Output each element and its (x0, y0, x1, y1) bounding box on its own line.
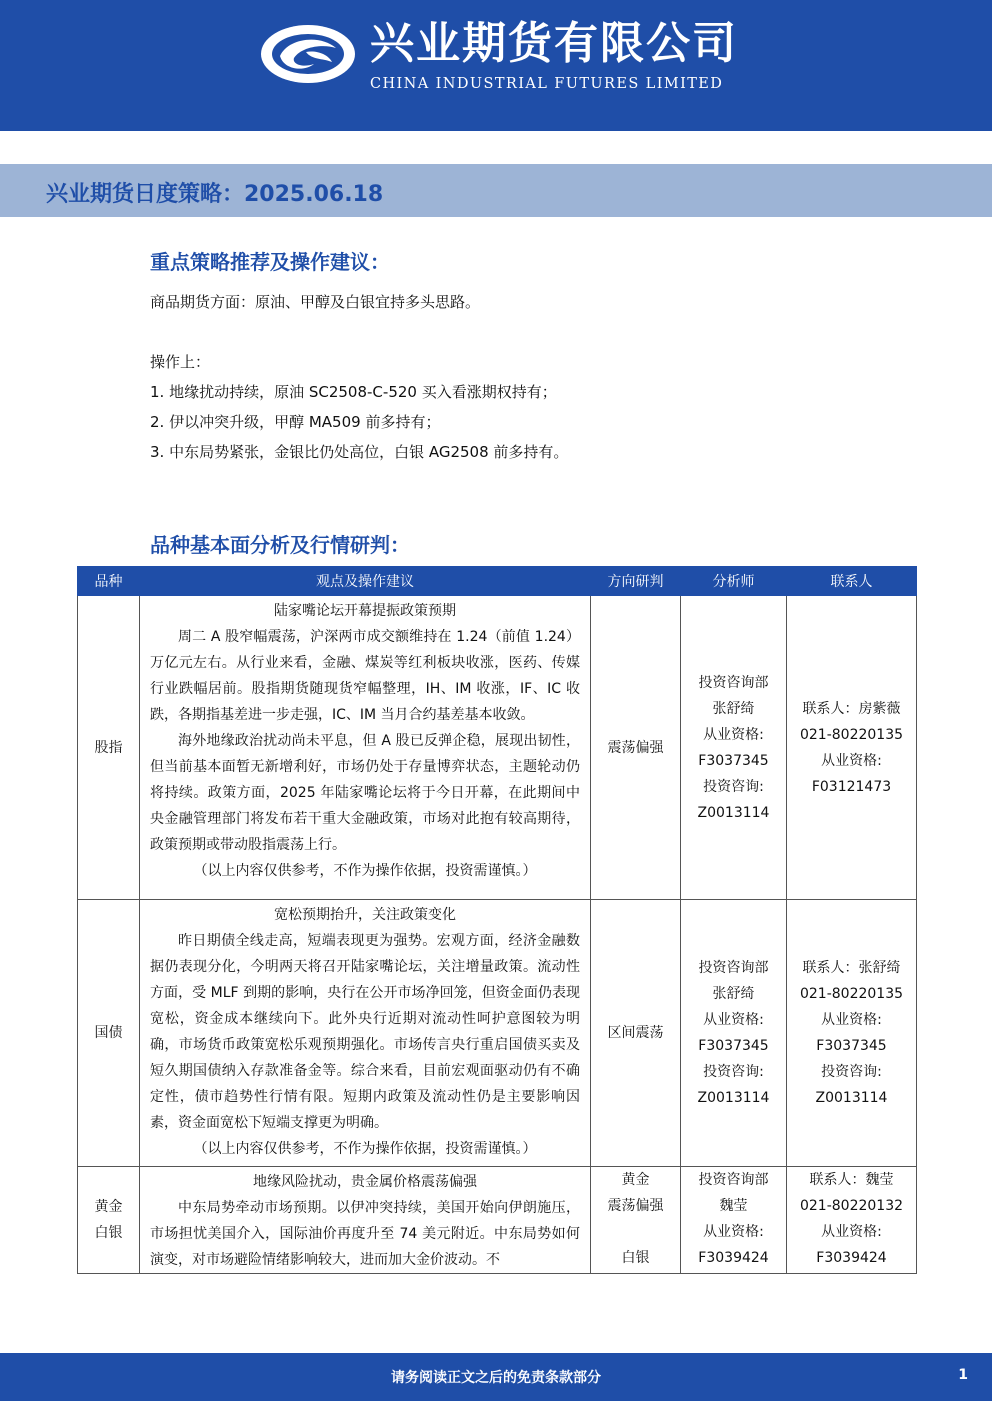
strategy-summary: 商品期货方面：原油、甲醇及白银宜持多头思路。 (150, 293, 481, 311)
contact-line: 联系人：魏莹 (809, 1172, 894, 1188)
view-paragraph: 中东局势牵动市场预期。以伊冲突持续，美国开始向伊朗施压，市场担忧美国介入，国际油价再度升至 74 美元附近。中东局势如何演变，对市场避险情绪影响较大，进而加大金价波动。不 (150, 1200, 580, 1268)
footer-disclaimer: 请务阅读正文之后的免责条款部分 (391, 1370, 601, 1386)
view-cell (140, 596, 591, 900)
analyst-line: 从业资格: (703, 1012, 764, 1028)
section-heading-strategy: 重点策略推荐及操作建议： (150, 250, 390, 274)
direction-cell (591, 596, 681, 900)
variety-line: 白银 (94, 1225, 123, 1241)
contact-line: 投资咨询: (821, 1064, 882, 1080)
analyst-line: 魏莹 (719, 1198, 748, 1214)
table-row (78, 596, 917, 900)
footer-bar (0, 1353, 992, 1401)
disclaimer-note: （以上内容仅供参考，不作为操作依据，投资需谨慎。） (193, 863, 537, 879)
analysis-table (77, 566, 917, 1274)
direction-cell (591, 1167, 681, 1274)
contact-line: F03121473 (811, 779, 892, 795)
variety-line: 黄金 (94, 1199, 123, 1215)
company-logo-icon (258, 22, 358, 86)
analyst-line: 从业资格: (703, 726, 764, 743)
table-row (78, 1167, 917, 1274)
ops-item: 3. 中东局势紧张，金银比仍处高位，白银 AG2508 前多持有。 (150, 443, 569, 461)
contact-line: F3039424 (816, 1250, 887, 1266)
column-header: 方向研判 (591, 567, 681, 596)
contact-line: 联系人：房紫薇 (802, 701, 901, 717)
column-header: 分析师 (681, 567, 787, 596)
analyst-line: F3039424 (698, 1250, 769, 1266)
direction-line: 震荡偏强 (607, 1198, 664, 1214)
column-header: 观点及操作建议 (140, 567, 591, 596)
report-title-band (0, 164, 992, 217)
company-name-en: CHINA INDUSTRIAL FUTURES LIMITED (370, 76, 724, 92)
direction-line: 白银 (621, 1250, 650, 1266)
view-cell (140, 900, 591, 1167)
direction-line: 震荡偏强 (607, 739, 664, 756)
disclaimer-note: （以上内容仅供参考，不作为操作依据，投资需谨慎。） (193, 1141, 537, 1157)
analyst-line: F3037345 (698, 1038, 769, 1054)
view-title: 陆家嘴论坛开幕提振政策预期 (274, 603, 456, 619)
analyst-line: 投资咨询部 (698, 674, 769, 691)
page-number: 1 (958, 1367, 968, 1383)
section-heading-analysis: 品种基本面分析及行情研判： (150, 533, 410, 557)
view-title: 地缘风险扰动，贵金属价格震荡偏强 (253, 1174, 477, 1190)
table-header-row (78, 567, 917, 596)
contact-line: 021-80220135 (799, 986, 904, 1002)
view-title: 宽松预期抬升，关注政策变化 (274, 907, 456, 923)
contact-line: 021-80220135 (799, 727, 904, 743)
variety-cell: 国债 (78, 900, 140, 1167)
direction-line (591, 1219, 680, 1245)
contact-line: 联系人：张舒绮 (802, 960, 901, 976)
direction-line: 黄金 (621, 1172, 650, 1188)
view-paragraph: 昨日期债全线走高，短端表现更为强势。宏观方面，经济金融数据仍表现分化，今明两天将召开陆家嘴论坛，关注增量政策。流动性方面，受 MLF 到期的影响，央行在公开市场净回笼，但资金面仍表现宽松，资金成本继续向下。此外央行近期对流动性呵护意图较为明确，市场货币政策宽松乐观预期强化。市场传言央行重启国债买卖及短久期国债纳入存款准备金等。综合来看，目前宏观面驱动仍有不确定性，债市趋势性行情有限。短期内政策及流动性仍是主要影响因素，资金面宽松下短端支撑更为明确。 (150, 933, 580, 1131)
ops-item: 2. 伊以冲突升级，甲醇 MA509 前多持有； (150, 413, 441, 431)
analyst-cell (681, 596, 787, 900)
contact-line: F3037345 (816, 1038, 887, 1054)
analyst-line: 投资咨询部 (698, 960, 769, 976)
view-paragraph: 周二 A 股窄幅震荡，沪深两市成交额维持在 1.24（前值 1.24）万亿元左右。从行业来看，金融、煤炭等红利板块收涨，医药、传媒行业跌幅居前。股指期货随现货窄幅整理，IH、IM 收涨，IF、IC 收跌，各期指基差进一步走强，IC、IM 当月合约基差基本收敛。 (150, 629, 580, 723)
contact-line: 从业资格: (821, 1224, 882, 1240)
contact-cell (787, 1167, 917, 1274)
analyst-cell (681, 900, 787, 1167)
view-cell (140, 1167, 591, 1274)
report-title: 兴业期货日度策略：2025.06.18 (46, 182, 384, 207)
analyst-line: 投资咨询: (703, 778, 764, 795)
analyst-line: 张舒绮 (712, 700, 755, 717)
company-name-cn: 兴业期货有限公司 (370, 18, 738, 69)
contact-cell (787, 900, 917, 1167)
view-paragraph: 海外地缘政治扰动尚未平息，但 A 股已反弹企稳，展现出韧性，但当前基本面暂无新增利好，市场仍处于存量博弈状态，主题轮动仍将持续。政策方面，2025 年陆家嘴论坛将于今日开幕，在此期间中央金融管理部门将发布若干重大金融政策，市场对此抱有较高期待，政策预期或带动股指震荡上行。 (150, 733, 580, 853)
analyst-cell (681, 1167, 787, 1274)
ops-label: 操作上： (150, 353, 211, 371)
column-header: 品种 (78, 567, 140, 596)
analyst-line: 从业资格: (703, 1224, 764, 1240)
contact-line: Z0013114 (815, 1090, 888, 1106)
analyst-line: 投资咨询部 (698, 1172, 769, 1188)
contact-line: 从业资格: (821, 753, 882, 769)
header-banner (0, 0, 992, 131)
variety-cell: 股指 (78, 596, 140, 900)
analyst-line: F3037345 (698, 752, 769, 769)
contact-line: 从业资格: (821, 1012, 882, 1028)
contact-cell (787, 596, 917, 900)
direction-cell (591, 900, 681, 1167)
ops-item: 1. 地缘扰动持续，原油 SC2508-C-520 买入看涨期权持有； (150, 383, 557, 401)
analyst-line: 张舒绮 (712, 986, 755, 1002)
table-row (78, 900, 917, 1167)
contact-line: 021-80220132 (799, 1198, 904, 1214)
analyst-line: Z0013114 (697, 804, 770, 821)
analyst-line: Z0013114 (697, 1090, 770, 1106)
column-header: 联系人 (787, 567, 917, 596)
direction-line: 区间震荡 (607, 1025, 664, 1041)
analyst-line: 投资咨询: (703, 1064, 764, 1080)
variety-cell (78, 1167, 140, 1274)
